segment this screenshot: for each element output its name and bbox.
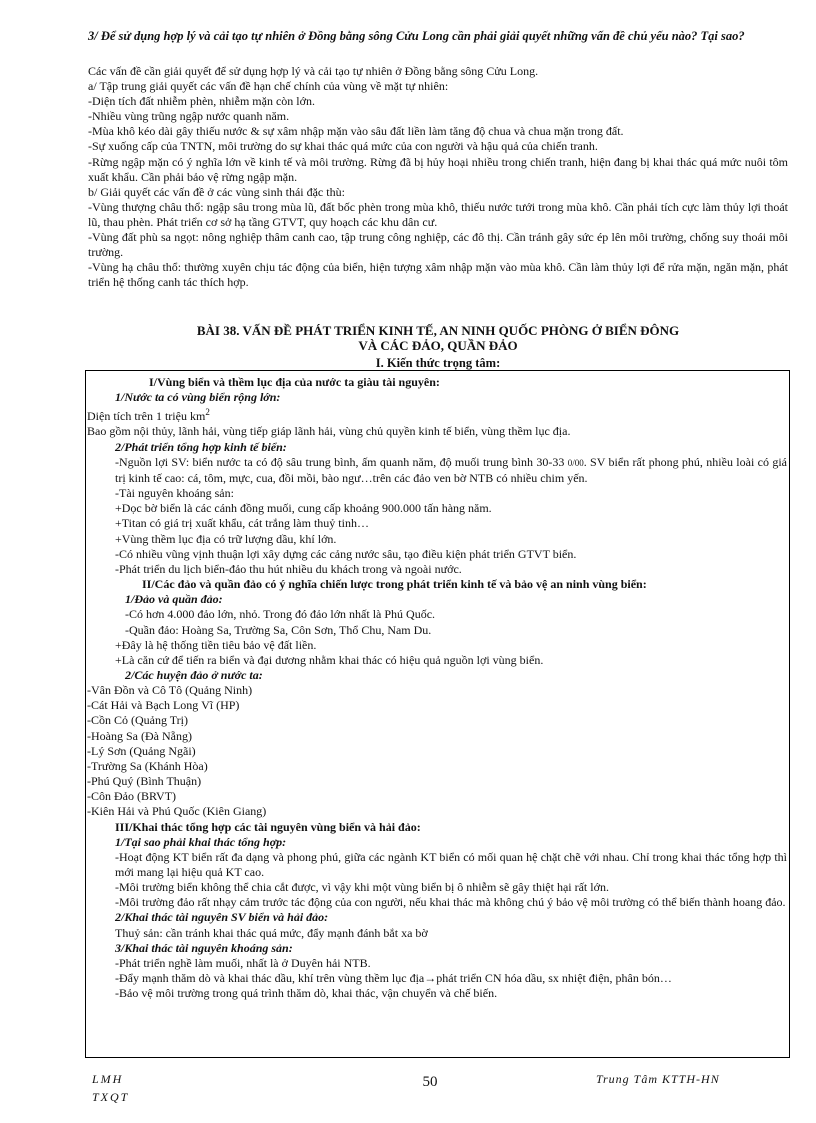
list-item: +Vùng thềm lục địa có trữ lượng dầu, khí lớn.	[115, 531, 337, 546]
lesson-title	[88, 323, 788, 353]
list-item: -Hoạt động KT biển rất đa dạng và phong phú, giữa các ngành KT biển có mối quan hệ chặt chẽ với nhau. Chỉ trong khai thác tổng hợp thì mới mang lại hiệu quả KT cao.	[115, 849, 787, 879]
arrow-icon: →	[424, 971, 437, 986]
subheading: 1/Tại sao phải khai thác tổng hợp:	[115, 834, 287, 849]
heading-2: II/Các đảo và quần đảo có ý nghĩa chiến lược trong phát triển kinh tế và bảo vệ an ninh vùng biển:	[142, 577, 647, 592]
subheading: 3/Khai thác tài nguyên khoáng sản:	[115, 940, 293, 955]
district-item: -Cồn Cỏ (Quảng Trị)	[87, 713, 189, 728]
subheading: 2/Khai thác tài nguyên SV biển và hải đảo:	[115, 910, 329, 925]
subheading: 1/Nước ta có vùng biển rộng lớn:	[115, 390, 281, 405]
district-item: -Trường Sa (Khánh Hòa)	[87, 758, 208, 773]
district-item: -Hoàng Sa (Đà Nẵng)	[87, 728, 192, 743]
list-item: -Bảo vệ môi trường trong quá trình thăm dò, khai thác, vận chuyển và chế biến.	[115, 986, 498, 1001]
resource-paragraph: -Nguồn lợi SV: biển nước ta có độ sâu trung bình, ấm quanh năm, độ muối trung bình 30-33 0/00. SV biển rất phong phú, nhiều loài có giá trị kinh tế cao: cá, tôm, mực, cua, đồi mồi, bào ngư…trên các đảo ven bờ NTB có nhiều chim yến.	[115, 454, 787, 485]
heading-1: I/Vùng biển và thềm lục địa của nước ta giàu tài nguyên:	[149, 375, 440, 389]
content-box	[85, 370, 790, 1058]
list-item: -Có hơn 4.000 đảo lớn, nhỏ. Trong đó đảo lớn nhất là Phú Quốc.	[125, 607, 436, 622]
list-item: +Là căn cứ để tiến ra biển và đại dương nhằm khai thác có hiệu quả nguồn lợi vùng biển.	[115, 652, 544, 667]
list-item: -Tài nguyên khoáng sản:	[115, 486, 234, 501]
intro-line: -Nhiều vùng trũng ngập nước quanh năm.	[88, 109, 290, 124]
intro-line: -Vùng hạ châu thổ: thường xuyên chịu tác động của biển, hiện tượng xâm nhập mặn vào mùa khô. Cần làm thủy lợi để rửa mặn, ngăn mặn, phát triển hệ thống canh tác thích hợp.	[88, 260, 788, 290]
list-item: +Titan có giá trị xuất khẩu, cát trắng làm thuỷ tinh…	[115, 516, 369, 531]
intro-line: -Sự xuống cấp của TNTN, môi trường do sự khai thác quá mức của con người và hậu quả của chiến tranh.	[88, 139, 598, 154]
intro-line: b/ Giải quyết các vấn đề ở các vùng sinh thái đặc thù:	[88, 184, 345, 199]
intro-line: -Rừng ngập mặn có ý nghĩa lớn về kinh tế và môi trường. Rừng đã bị hủy hoại nhiều trong chiến tranh, hiện đang bị khai thác quá mức nuôi tôm xuất khẩu. Cần phải bảo vệ rừng ngập mặn.	[88, 154, 788, 184]
intro-line: -Vùng đất phù sa ngọt: nông nghiệp thâm canh cao, tập trung công nghiệp, các đô thị. Cần tránh gây sức ép lên môi trường, chống suy thoái môi trường.	[88, 230, 788, 260]
list-item: -Phát triển nghề làm muối, nhất là ở Duyên hải NTB.	[115, 955, 371, 970]
list-item: +Đây là hệ thống tiền tiêu bảo vệ đất liền.	[115, 637, 317, 652]
list-item: Thuỷ sản: cần tránh khai thác quá mức, đẩy mạnh đánh bắt xa bờ	[115, 925, 428, 940]
page-number: 50	[422, 1074, 438, 1090]
district-item: -Cát Hải và Bạch Long Vĩ (HP)	[87, 698, 240, 713]
district-item: -Vân Đồn và Cô Tô (Quảng Ninh)	[87, 683, 253, 698]
list-item: -Có nhiều vũng vịnh thuận lợi xây dựng các cảng nước sâu, tạo điều kiện phát triển GTVT biển.	[115, 546, 577, 561]
section-title: I. Kiến thức trọng tâm:	[375, 356, 501, 370]
heading-3: III/Khai thác tổng hợp các tài nguyên vùng biển và hải đảo:	[115, 819, 421, 834]
district-item: -Côn Đảo (BRVT)	[87, 789, 177, 804]
zones-line: Bao gồm nội thủy, lãnh hải, vùng tiếp giáp lãnh hải, vùng chủ quyền kinh tế biển, vùng thềm lục địa.	[87, 424, 571, 439]
footer-right: Trung Tâm KTTH-HN	[596, 1072, 720, 1086]
lesson-title-line-1: BÀI 38. VẤN ĐỀ PHÁT TRIỂN KINH TẾ, AN NINH QUỐC PHÒNG Ở BIỂN ĐÔNG	[196, 323, 680, 338]
question-heading: 3/ Để sử dụng hợp lý và cải tạo tự nhiên ở Đồng bằng sông Cửu Long cần phải giải quyết những vấn đề chủ yếu nào? Tại sao?	[88, 29, 745, 43]
area-line: Diện tích trên 1 triệu $km^2$	[87, 407, 210, 424]
subheading: 2/Phát triển tổng hợp kinh tế biển:	[115, 439, 287, 454]
list-item: -Môi trường đảo rất nhạy cảm trước tác động của con người, nếu khai thác mà không chú ý bảo vệ môi trường có thể biến thành hoang đảo.	[115, 895, 786, 910]
list-item: -Môi trường biển không thể chia cắt được, vì vậy khi một vùng biển bị ô nhiễm sẽ gây thiệt hại rất lớn.	[115, 880, 609, 895]
intro-line: -Vùng thượng châu thổ: ngập sâu trong mùa lũ, đất bốc phèn trong mùa khô, thiếu nước tưới trong mùa khô. Cần phải tích cực làm thủy lợi thoát lũ, thau phèn. Phát triển cơ sở hạ tầng GTVT, quy hoạch các khu dân cư.	[88, 199, 788, 229]
lesson-title-line-2: VÀ CÁC ĐẢO, QUẦN ĐẢO	[358, 338, 518, 353]
footer-left	[92, 1070, 129, 1106]
list-item: -Phát triển du lịch biển-đảo thu hút nhiều du khách trong và ngoài nước.	[115, 561, 462, 576]
intro-line: a/ Tập trung giải quyết các vấn đề hạn chế chính của vùng về mặt tự nhiên:	[88, 79, 449, 94]
list-item: -Đẩy mạnh thăm dò và khai thác dầu, khí trên vùng thềm lục địa→phát triển CN hóa dầu, sx nhiệt điện, phân bón…	[115, 971, 672, 986]
intro-line: -Mùa khô kéo dài gây thiếu nước & sự xâm nhập mặn vào sâu đất liền làm tăng độ chua và chua mặn trong đất.	[88, 124, 624, 139]
intro-block	[88, 64, 788, 290]
intro-line: -Diện tích đất nhiễm phèn, nhiễm mặn còn lớn.	[88, 94, 315, 109]
footer-author: LMH	[92, 1072, 124, 1086]
footer-school: TXQT	[92, 1090, 130, 1104]
intro-line: Các vấn đề cần giải quyết để sử dụng hợp lý và cải tạo tự nhiên ở Đồng bằng sông Cửu Long.	[88, 64, 539, 78]
list-item: -Quần đảo: Hoàng Sa, Trường Sa, Côn Sơn, Thổ Chu, Nam Du.	[125, 622, 432, 637]
district-item: -Phú Quý (Bình Thuận)	[87, 774, 202, 789]
district-item: -Lý Sơn (Quảng Ngãi)	[87, 743, 196, 758]
subheading: 2/Các huyện đảo ở nước ta:	[125, 667, 263, 682]
list-item: +Dọc bờ biển là các cánh đồng muối, cung cấp khoảng 900.000 tấn hàng năm.	[115, 501, 492, 516]
subheading: 1/Đảo và quần đảo:	[125, 592, 223, 607]
district-item: -Kiên Hải và Phú Quốc (Kiên Giang)	[87, 804, 267, 819]
